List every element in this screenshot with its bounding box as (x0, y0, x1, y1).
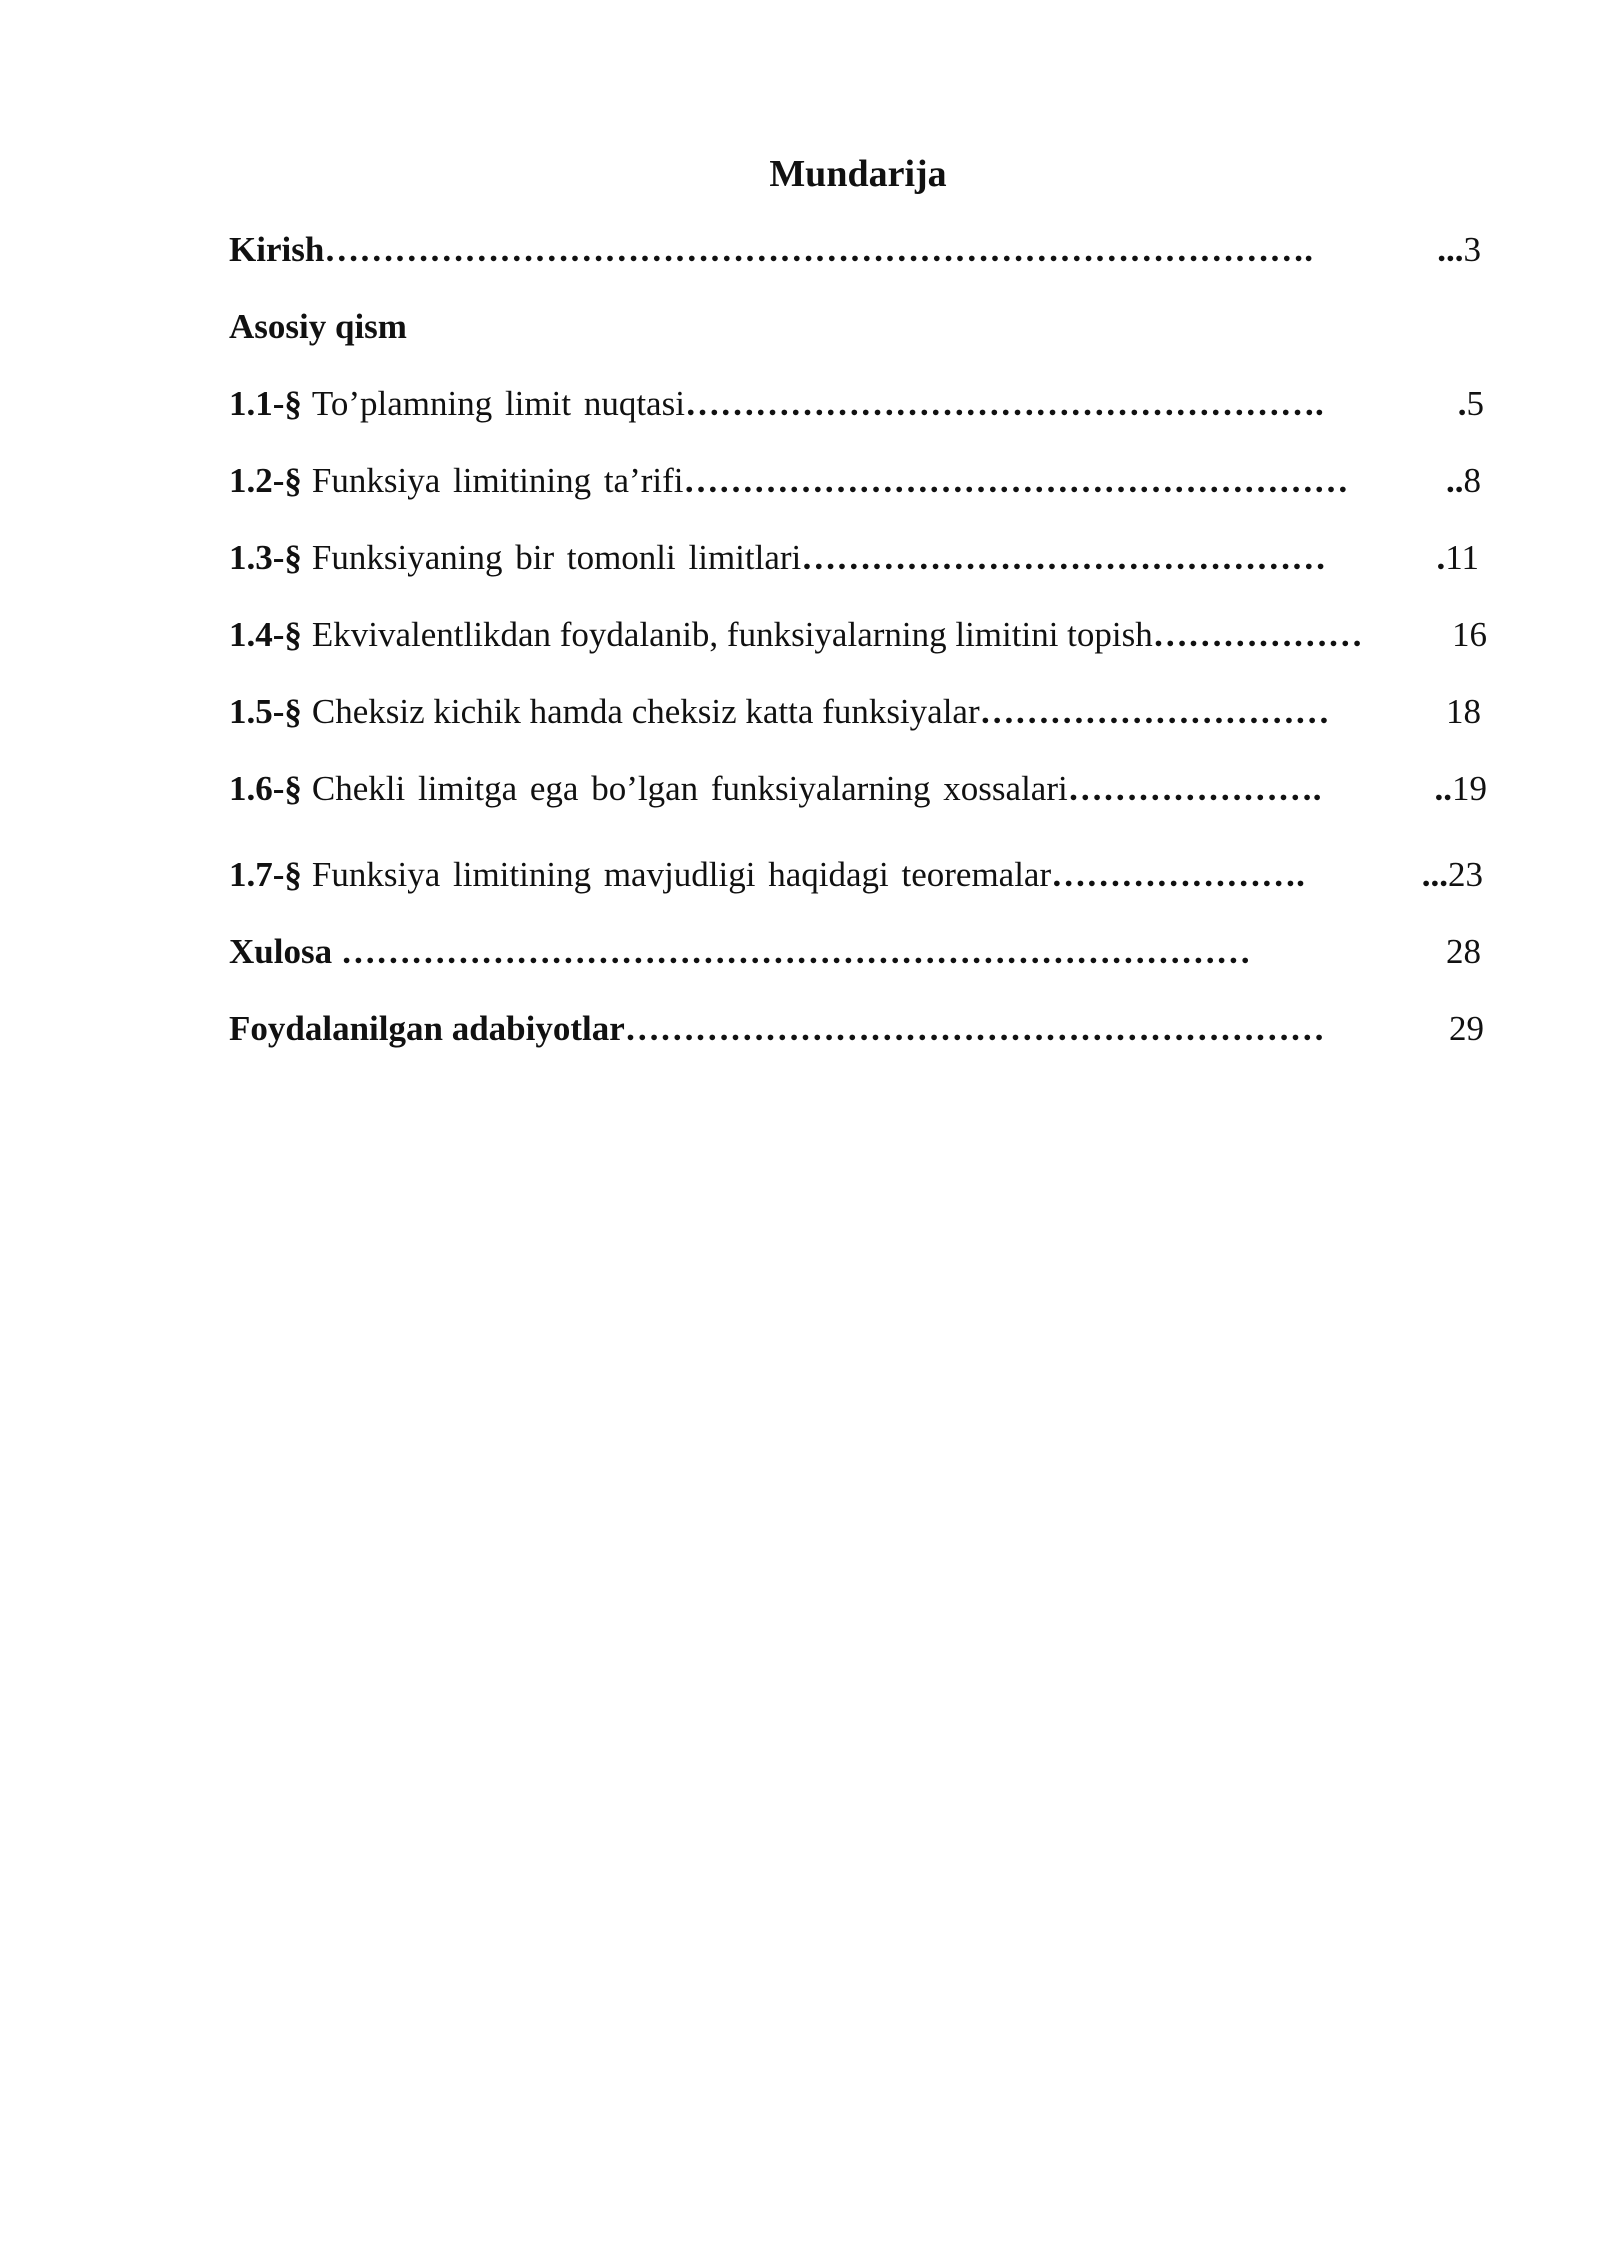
toc-leader-dots: ………………………………………………… (683, 461, 1349, 500)
toc-page-number (1422, 851, 1483, 899)
toc-page-number (1437, 534, 1479, 582)
toc-leader-dots: …………………………………………………… (624, 1009, 1325, 1048)
toc-entry-1-3[interactable] (229, 534, 1479, 582)
toc-entry-xulosa[interactable] (229, 928, 1481, 976)
toc-entry-kirish[interactable] (229, 226, 1481, 274)
toc-entry-label: Ekvivalentlikdan foydalanib, funksiyalarning limitini topish (311, 615, 1153, 654)
toc-page-value: 28 (1446, 932, 1481, 971)
toc-page-value: 8 (1463, 461, 1481, 500)
toc-leader-dots: …………………. (1051, 855, 1305, 894)
toc-page-prefix: ... (1437, 230, 1464, 269)
section-sign-icon: § (284, 461, 302, 500)
section-sign-icon: § (284, 769, 302, 808)
toc-entry-number: 1.1- (229, 384, 285, 423)
toc-page-number (1437, 226, 1481, 274)
toc-page-value: 18 (1446, 692, 1481, 731)
toc-page-value: 11 (1445, 538, 1479, 577)
section-sign-icon: § (284, 692, 302, 731)
toc-leader-dots: …………………. (1067, 769, 1322, 808)
toc-page-value: 29 (1449, 1009, 1484, 1048)
toc-entry-label: Chekli limitga ega bo’lgan funksiyalarning xossalari (311, 769, 1068, 808)
toc-leader-dots: …………………………………………………………………… (340, 932, 1251, 971)
toc-entry-1-6[interactable] (229, 765, 1487, 813)
toc-entry-foydalanilgan-adabiyotlar[interactable] (229, 1005, 1484, 1053)
section-sign-icon: § (284, 538, 302, 577)
toc-leader-dots: ……………………………………… (801, 538, 1327, 577)
section-sign-icon: § (284, 855, 302, 894)
toc-leader-dots: ………………………… (979, 692, 1330, 731)
toc-page-number (1452, 611, 1487, 659)
toc-entry-number: 1.3- (229, 538, 285, 577)
toc-page-number (1449, 1005, 1484, 1053)
toc-page-value: 19 (1452, 769, 1487, 808)
toc-entry-number: 1.7- (229, 855, 285, 894)
toc-page-value: 5 (1466, 384, 1484, 423)
toc-page-number (1446, 928, 1481, 976)
toc-page-value: 3 (1463, 230, 1481, 269)
toc-entry-label: Cheksiz kichik hamda cheksiz katta funksiyalar (311, 692, 980, 731)
toc-entry-label: To’plamning limit nuqtasi (311, 384, 685, 423)
toc-entry-number: 1.6- (229, 769, 285, 808)
toc-page-prefix: ... (1421, 855, 1448, 894)
toc-entry-number: 1.4- (229, 615, 285, 654)
toc-entry-label: Funksiyaning bir tomonli limitlari (311, 538, 802, 577)
toc-entry-label: Funksiya limitining ta’rifi (311, 461, 684, 500)
toc-entry-1-1[interactable] (229, 380, 1484, 428)
toc-leader-dots: ………………………………………………. (684, 384, 1324, 423)
toc-entry-number: 1.5- (229, 692, 285, 731)
toc-entry-asosiy-qism[interactable] (229, 303, 829, 351)
toc-section-heading: Asosiy qism (229, 307, 407, 346)
toc-entry-number: 1.2- (229, 461, 285, 500)
toc-page-number (1458, 380, 1484, 428)
section-sign-icon: § (284, 384, 302, 423)
toc-page-prefix: . (1436, 538, 1446, 577)
toc-entry-1-7[interactable] (229, 851, 1483, 899)
toc-entry-label: Foydalanilgan adabiyotlar (229, 1009, 625, 1048)
page-title: Mundarija (769, 153, 947, 195)
toc-entry-1-4[interactable] (229, 611, 1487, 659)
toc-entry-label: Kirish (229, 230, 325, 269)
toc-page-prefix: .. (1434, 769, 1452, 808)
toc-page-number (1435, 765, 1488, 813)
toc-page-prefix: . (1457, 384, 1467, 423)
toc-page-number (1446, 457, 1481, 505)
toc-leader-dots: …………………………………………………………………………. (324, 230, 1314, 269)
toc-entry-1-2[interactable] (229, 457, 1481, 505)
toc-leader-dots: ……………… (1152, 615, 1363, 654)
toc-entry-label: Funksiya limitining mavjudligi haqidagi teoremalar (311, 855, 1052, 894)
toc-page-value: 23 (1448, 855, 1483, 894)
section-sign-icon: § (284, 615, 302, 654)
toc-entry-label: Xulosa (229, 932, 341, 971)
toc-entry-1-5[interactable] (229, 688, 1481, 736)
toc-page-value: 16 (1452, 615, 1487, 654)
toc-page-prefix: .. (1446, 461, 1464, 500)
toc-page-number (1446, 688, 1481, 736)
